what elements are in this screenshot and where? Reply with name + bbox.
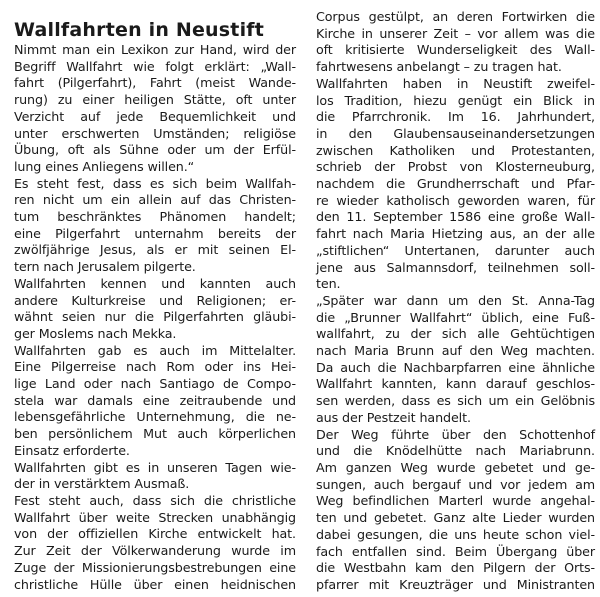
text-line: andere Kulturkreise und Religionen; er- — [14, 292, 296, 308]
paragraph — [14, 176, 296, 276]
text-line: Wallfahrten kennen und kannten auch — [14, 275, 296, 291]
text-line: schrieb der Probst von Klosterneuburg, — [316, 159, 595, 175]
text-line: „Später war dann um den St. Anna-Tag — [316, 292, 595, 308]
text-line: Zur Zeit der Völkerwanderung wurde im — [14, 543, 296, 559]
text-line: wähnt seien nur die Pilgerfahrten gläubi- — [14, 309, 296, 325]
text-line: in den Glaubensauseinandersetzungen — [316, 125, 595, 141]
text-line: re wieder katholisch geworden waren, für — [316, 192, 595, 208]
text-line: „stiftlichen“ Untertanen, darunter auch — [316, 242, 595, 258]
text-line: Eine Pilgerreise nach Rom oder ins Hei- — [14, 359, 296, 375]
text-line: tum beschränktes Phänomen handelt; — [14, 209, 296, 225]
text-line: der in verstärktem Ausmaß. — [14, 476, 190, 492]
text-line: die Westbahn kam den Pilgern der Orts- — [316, 560, 595, 576]
text-line: Zuge der Missionierungsbestrebungen eine — [14, 559, 296, 575]
text-line: lebensgefährliche Unternehmung, die ne- — [14, 409, 296, 425]
text-line: lige Land oder nach Santiago de Compo- — [14, 376, 296, 392]
text-line: zwölfjährige Jesus, als er mit seinen El- — [14, 242, 296, 258]
paragraph — [316, 9, 595, 76]
text-line: lung eines Anliegens willen.“ — [14, 158, 195, 174]
text-line: sen werden, dass es sich um ein Gelöbnis — [316, 393, 595, 409]
text-line: fach entfallen sind. Beim Übergang über — [316, 543, 595, 559]
paragraph — [316, 293, 595, 427]
text-line: rung) zu einer heiligen Stätte, oft unter — [14, 92, 296, 108]
text-line: Der Weg führte über den Schottenhof — [316, 426, 595, 442]
text-line: Kirche in unserer Zeit – vor allem was die — [316, 25, 595, 41]
text-line: wallfahrt, zu der sich alle Gehtüchtigen — [316, 326, 595, 342]
text-line: die Pfarrchronik. Im 16. Jahrhundert, — [316, 109, 595, 125]
text-line: los Tradition, hiezu genügt ein Blick in — [316, 92, 595, 108]
text-line: ten. — [316, 276, 341, 292]
paragraph — [14, 460, 296, 493]
text-line: pfarrer mit Kreuzträger und Ministranten — [316, 576, 595, 592]
text-line: Einsatz erforderte. — [14, 442, 130, 458]
text-column-right — [316, 9, 595, 594]
text-line: christliche Hülle über einen heidnischen — [14, 576, 296, 592]
text-line: und die Knödelhütte nach Mariabrunn. — [316, 443, 595, 459]
text-line: nachdem die Grundherrschaft und Pfar- — [316, 176, 595, 192]
text-line: aus der Pestzeit handelt. — [316, 409, 471, 425]
text-line: Wallfahrt kannten, kann darauf geschlos- — [316, 376, 595, 392]
text-line: Wallfahrten haben in Neustift zweifel- — [316, 75, 595, 91]
text-line: ren nicht um ein allein auf das Christen- — [14, 192, 296, 208]
text-line: tern nach Jerusalem pilgerte. — [14, 259, 196, 275]
text-line: Corpus gestülpt, an deren Fortwirken die — [316, 9, 595, 24]
paragraph — [14, 343, 296, 460]
text-line: Wallfahrten gibt es in unseren Tagen wie- — [14, 459, 296, 475]
text-line: fahrtwesens anbelangt – zu tragen hat. — [316, 59, 562, 75]
text-line: sungen, auch bergauf und vor jedem am — [316, 476, 595, 492]
text-line: zwischen Katholiken und Protestanten, — [316, 142, 595, 158]
text-line: Am ganzen Weg wurde gebetet und ge- — [316, 459, 595, 475]
text-line: nach Maria Brunn auf den Weg machten. — [316, 343, 595, 359]
paragraph — [14, 493, 296, 593]
paragraph — [316, 427, 595, 594]
text-line: Weg befindlichen Marterl wurde angehal- — [316, 493, 595, 509]
text-line: Wallfahrt über weite Strecken unabhängig — [14, 509, 296, 525]
text-line: fahrt (Pilgerfahrt), Fahrt (meist Wande- — [14, 75, 296, 91]
paragraph — [316, 76, 595, 293]
text-line: Wallfahrten gab es auch im Mittelalter. — [14, 342, 296, 358]
text-column-left — [14, 42, 296, 593]
paragraph — [14, 276, 296, 343]
text-line: ten und gebetet. Ganz alte Lieder wurden — [316, 510, 595, 526]
text-line: den 11. September 1586 eine große Wall- — [316, 209, 595, 225]
text-line: Verzicht auf jede Bequemlichkeit und — [14, 108, 296, 124]
text-line: Übung, oft als Sühne oder um der Erfül- — [14, 142, 296, 158]
paragraph — [14, 42, 296, 176]
text-line: ger Moslems nach Mekka. — [14, 325, 177, 341]
text-line: Fest steht auch, dass sich die christliche — [14, 492, 296, 508]
text-line: Es steht fest, dass es sich beim Wallfah- — [14, 175, 296, 191]
text-line: fahrt nach Maria Hietzing aus, an der alle — [316, 226, 595, 242]
text-line: stela war damals eine zeitraubende und — [14, 392, 296, 408]
article-title: Wallfahrten in Neustift — [14, 18, 265, 41]
text-line: die „Brunner Wallfahrt“ üblich, eine Fuß- — [316, 309, 595, 325]
text-line: Nimmt man ein Lexikon zur Hand, wird der — [14, 42, 296, 57]
text-line: dabei gesungen, die uns heute schon viel- — [316, 526, 595, 542]
text-line: Begriff Wallfahrt wie folgt erklärt: „Wall- — [14, 58, 296, 74]
text-line: unter erschwerten Umständen; religiöse — [14, 125, 296, 141]
text-line: oft kritisierte Wunderseligkeit des Wall- — [316, 42, 595, 58]
text-line: eine Pilgerfahrt unternahm bereits der — [14, 225, 296, 241]
text-line: von der offiziellen Kirche entwickelt hat. — [14, 526, 296, 542]
text-line: jene aus Salmannsdorf, teilnehmen soll- — [316, 259, 595, 275]
text-line: Da auch die Nachbarpfarren eine ähnliche — [316, 359, 595, 375]
text-line: ben persönlichem Mut auch körperlichen — [14, 426, 296, 442]
